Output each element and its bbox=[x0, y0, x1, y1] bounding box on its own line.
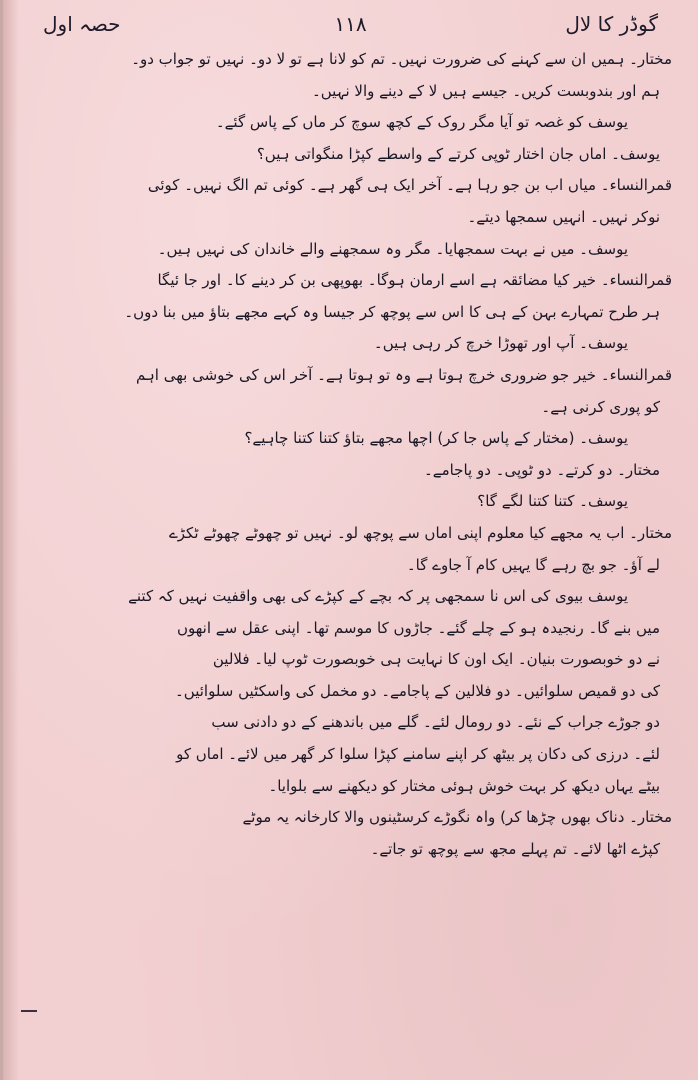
text-line: مختار۔ ہمیں ان سے کہنے کی ضرورت نہیں۔ تم کو لانا ہے تو لا دو۔ نہیں تو جواب دو۔ bbox=[131, 50, 672, 68]
text-line: یوسف۔ (مختار کے پاس جا کر) اچھا مجھے بتاؤ کتنا کتنا چاہیے؟ bbox=[244, 429, 628, 448]
text-line: میں بنے گا۔ رنجیدہ ہو کے چلے گئے۔ جاڑوں کا موسم تھا۔ اپنی عقل سے انھوں bbox=[176, 618, 660, 637]
text-line: کو پوری کرنی ہے۔ bbox=[541, 397, 660, 416]
text-line: کی دو قمیص سلوائیں۔ دو فلالین کے پاجامے۔ دو مخمل کی واسکٹیں سلوائیں۔ bbox=[175, 681, 660, 700]
text-line: قمرالنساء۔ خیر کیا مضائقہ ہے اسے ارمان ہوگا۔ بھوپھی بن کر دینے کا۔ اور جا ئیگا bbox=[157, 271, 672, 290]
page-number: ۱۱۸ bbox=[334, 12, 367, 36]
text-line: ہر طرح تمہارے بہن کے ہی کا اس سے پوچھ کر جیسا وہ کہے مجھے بتاؤ میں بنا دوں۔ bbox=[124, 302, 660, 321]
margin-tick-mark bbox=[21, 1010, 37, 1012]
text-line: یوسف کو غصہ تو آیا مگر روک کے کچھ سوچ کر ماں کے پاس گئے۔ bbox=[215, 113, 628, 132]
text-line: قمرالنساء۔ میاں اب بن جو رہا ہے۔ آخر ایک ہی گھر ہے۔ کوئی تم الگ نہیں۔ کوئی bbox=[147, 176, 672, 195]
text-line: یوسف۔ میں نے بہت سمجھایا۔ مگر وہ سمجھنے والے خاندان کی نہیں ہیں۔ bbox=[157, 239, 628, 258]
text-line: یوسف۔ آپ اور تھوڑا خرچ کر رہی ہیں۔ bbox=[373, 334, 628, 353]
text-line: کپڑے اٹھا لائے۔ تم پہلے مجھ سے پوچھ تو جاتے۔ bbox=[370, 839, 660, 858]
text-line: نوکر نہیں۔ انہیں سمجھا دیتے۔ bbox=[467, 207, 660, 226]
text-line: لے آؤ۔ جو بچ رہے گا یہیں کام آ جاوے گا۔ bbox=[406, 555, 660, 574]
text-line: نے دو خوبصورت بنیان۔ ایک اون کا نہایت ہی خوبصورت ٹوپ لیا۔ فلالین bbox=[212, 650, 660, 669]
text-line: لئے۔ درزی کی دکان پر بیٹھ کر اپنے سامنے کپڑا سلوا کر گھر میں لائے۔ اماں کو bbox=[176, 745, 660, 764]
page-binding-edge bbox=[3, 0, 19, 1080]
running-title: گوڈر کا لال bbox=[565, 12, 658, 36]
part-label: حصہ اول bbox=[43, 12, 121, 36]
text-line: بیٹے یہاں دیکھ کر بہت خوش ہوئی مختار کو دیکھنے سے بلوایا۔ bbox=[268, 776, 660, 795]
page-header bbox=[43, 6, 658, 46]
text-line: یوسف۔ کتنا کتنا لگے گا؟ bbox=[477, 492, 628, 511]
text-line: یوسف بیوی کی اس نا سمجھی پر کہ بچے کے کپڑے کی بھی واقفیت نہیں کہ کتنے bbox=[128, 587, 628, 606]
text-line: ہم اور بندوبست کریں۔ جیسے ہیں لا کے دینے والا نہیں۔ bbox=[311, 81, 660, 100]
text-line: قمرالنساء۔ خیر جو ضروری خرچ ہوتا ہے وہ تو ہوتا ہے۔ آخر اس کی خوشی بھی اہم bbox=[136, 365, 672, 384]
manuscript-text bbox=[37, 44, 672, 865]
text-line: دو جوڑے جراب کے نئے۔ دو رومال لئے۔ گلے میں باندھنے کے دو دادنی سب bbox=[211, 713, 660, 732]
text-line: مختار۔ دناک بھوں چڑھا کر) واہ نگوڑے کرسٹینوں والا کارخانہ یہ موٹے bbox=[242, 808, 672, 827]
text-line: یوسف۔ اماں جان اختار ٹوپی کرتے کے واسطے کپڑا منگواتی ہیں؟ bbox=[256, 144, 660, 163]
text-line: مختار۔ دو کرتے۔ دو ٹوپی۔ دو پاجامے۔ bbox=[424, 460, 660, 479]
text-line: مختار۔ اب یہ مجھے کیا معلوم اپنی اماں سے پوچھ لو۔ نہیں تو چھوٹے چھوٹے ٹکڑے bbox=[168, 523, 672, 542]
